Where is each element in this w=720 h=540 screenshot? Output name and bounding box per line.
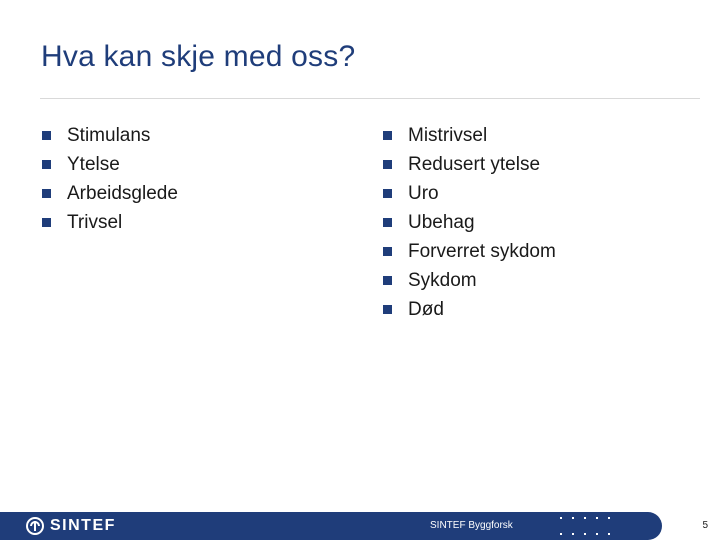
square-bullet-icon: [42, 189, 51, 198]
list-item-label: Redusert ytelse: [408, 153, 541, 175]
square-bullet-icon: [383, 131, 392, 140]
list-item: [383, 208, 556, 237]
square-bullet-icon: [42, 218, 51, 227]
list-item: [383, 150, 556, 179]
list-item-label: Ubehag: [408, 211, 475, 233]
list-item: [383, 121, 556, 150]
list-item: [42, 150, 178, 179]
list-item-label: Sykdom: [408, 269, 477, 291]
dot-grid-icon: [560, 516, 620, 536]
list-item-label: Uro: [408, 182, 439, 204]
list-item: [383, 237, 556, 266]
list-item: [42, 179, 178, 208]
square-bullet-icon: [383, 189, 392, 198]
list-item-label: Mistrivsel: [408, 124, 488, 146]
square-bullet-icon: [383, 247, 392, 256]
list-item: [383, 295, 556, 324]
square-bullet-icon: [383, 218, 392, 227]
list-item-label: Ytelse: [67, 153, 120, 175]
square-bullet-icon: [42, 131, 51, 140]
list-item-label: Forverret sykdom: [408, 240, 556, 262]
slide-title: Hva kan skje med oss?: [41, 40, 356, 73]
list-item: [42, 208, 178, 237]
sintef-logo: [26, 515, 116, 537]
title-divider: [40, 98, 700, 99]
footer-department: SINTEF Byggforsk: [430, 520, 513, 531]
list-item: [383, 179, 556, 208]
list-item-label: Død: [408, 298, 444, 320]
slide-footer: [0, 512, 720, 540]
sintef-logo-icon: [26, 517, 44, 535]
left-bullet-list: [42, 121, 178, 237]
square-bullet-icon: [383, 160, 392, 169]
square-bullet-icon: [383, 276, 392, 285]
list-item: [383, 266, 556, 295]
square-bullet-icon: [383, 305, 392, 314]
right-bullet-list: [383, 121, 556, 324]
list-item-label: Arbeidsglede: [67, 182, 178, 204]
list-item-label: Trivsel: [67, 211, 123, 233]
list-item: [42, 121, 178, 150]
list-item-label: Stimulans: [67, 124, 151, 146]
page-number: 5: [702, 520, 708, 531]
square-bullet-icon: [42, 160, 51, 169]
logo-text: SINTEF: [50, 517, 116, 534]
